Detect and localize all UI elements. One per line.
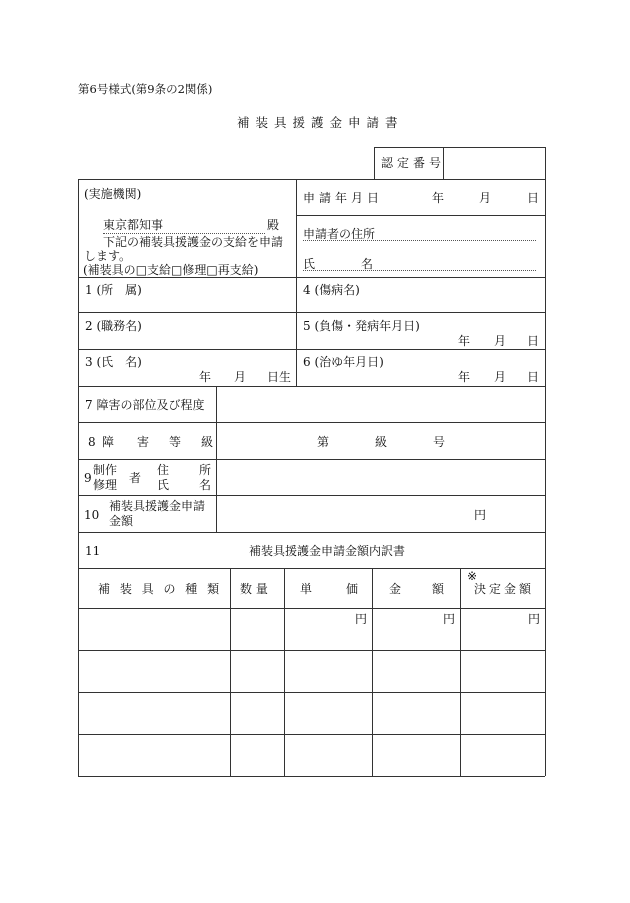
organization-label: (実施機関) xyxy=(84,187,142,201)
addressee-underline xyxy=(103,233,265,234)
birth-day-suffix: 日生 xyxy=(267,370,292,384)
applicant-address-label: 申請者の住所 xyxy=(303,227,376,241)
birth-year: 年 xyxy=(199,370,212,384)
header-amount-1: 金 xyxy=(389,582,402,596)
header-device-type: 補 装 具 の 種 類 xyxy=(98,582,223,596)
field-recovery-date: 6 (治ゆ年月日) xyxy=(303,355,384,369)
type-checkbox-resupply[interactable]: □再支給 xyxy=(206,263,254,277)
approval-number-label: 認定番号 xyxy=(381,156,446,170)
maker-num: 9 xyxy=(84,471,92,485)
field-affiliation: 1 (所 属) xyxy=(85,283,142,297)
applicant-name-label-2: 名 xyxy=(361,257,374,271)
grade-char-2: 害 xyxy=(137,435,150,449)
birth-month: 月 xyxy=(234,370,247,384)
grade-dai: 第 xyxy=(317,435,330,449)
maker-address-2: 所 xyxy=(199,463,212,477)
header-unit-price-1: 単 xyxy=(300,582,313,596)
header-decided-amount: 決定金額 xyxy=(474,582,535,596)
injury-date-day: 日 xyxy=(527,334,540,348)
recovery-date-month: 月 xyxy=(494,370,507,384)
request-amount-num: 10 xyxy=(84,508,100,522)
request-amount-label-1: 補装具援護金申請 xyxy=(109,499,206,513)
application-date-label: 申請年月日 xyxy=(303,191,384,205)
application-date-day: 日 xyxy=(527,191,540,205)
form-title: 補装具援護金申請書 xyxy=(237,115,404,130)
request-text-line2: します。 xyxy=(84,249,132,263)
type-checkbox-supply[interactable]: □支給 xyxy=(135,263,172,277)
grade-char-1: 障 xyxy=(102,435,115,449)
injury-date-month: 月 xyxy=(494,334,507,348)
applicant-name-label-1: 氏 xyxy=(303,257,316,271)
amount-yen: 円 xyxy=(443,612,456,626)
field-disease-name: 4 (傷病名) xyxy=(303,283,360,297)
grade-go: 号 xyxy=(433,435,446,449)
type-checkbox-repair[interactable]: □修理 xyxy=(171,263,207,277)
maker-name-2: 名 xyxy=(199,478,212,492)
maker-name-1: 氏 xyxy=(157,478,170,492)
recovery-date-day: 日 xyxy=(527,370,540,384)
assistive-device-type xyxy=(83,264,258,276)
field-name: 3 (氏 名) xyxy=(85,355,142,369)
field-injury-date: 5 (負傷・発病年月日) xyxy=(303,319,420,333)
addressee: 東京都知事 xyxy=(103,218,164,232)
header-decided-mark: ※ xyxy=(467,569,478,583)
grade-kyu: 級 xyxy=(375,435,388,449)
header-unit-price-2: 価 xyxy=(346,582,359,596)
maker-repair: 修理 xyxy=(93,478,118,492)
honorific: 殿 xyxy=(267,218,280,232)
type-prefix: (補装具の xyxy=(83,263,136,277)
maker-make: 制作 xyxy=(93,463,118,477)
maker-sha: 者 xyxy=(129,471,142,485)
injury-date-year: 年 xyxy=(458,334,471,348)
unit-price-yen: 円 xyxy=(355,612,368,626)
decided-yen: 円 xyxy=(528,612,541,626)
breakdown-title: 補装具援護金申請金額内訳書 xyxy=(249,544,406,558)
request-text-line1: 下記の補装具援護金の支給を申請 xyxy=(103,235,284,249)
applicant-name-line[interactable] xyxy=(303,270,536,271)
application-date-year: 年 xyxy=(432,191,445,205)
header-amount-2: 額 xyxy=(432,582,445,596)
grade-char-4: 級 xyxy=(201,435,214,449)
header-quantity: 数 量 xyxy=(240,582,268,596)
grade-char-3: 等 xyxy=(169,435,182,449)
recovery-date-year: 年 xyxy=(458,370,471,384)
field-job-title: 2 (職務名) xyxy=(85,319,142,333)
application-date-month: 月 xyxy=(479,191,492,205)
applicant-address-line[interactable] xyxy=(303,240,536,241)
field-disability-part: 7 障害の部位及び程度 xyxy=(85,398,205,412)
form-number: 第6号様式(第9条の2関係) xyxy=(78,82,213,96)
request-amount-yen: 円 xyxy=(474,508,487,522)
request-amount-label-2: 金額 xyxy=(109,514,134,528)
maker-address-1: 住 xyxy=(157,463,170,477)
breakdown-num: 11 xyxy=(85,544,101,558)
type-suffix: ) xyxy=(253,263,259,277)
grade-num: 8 xyxy=(88,435,96,449)
